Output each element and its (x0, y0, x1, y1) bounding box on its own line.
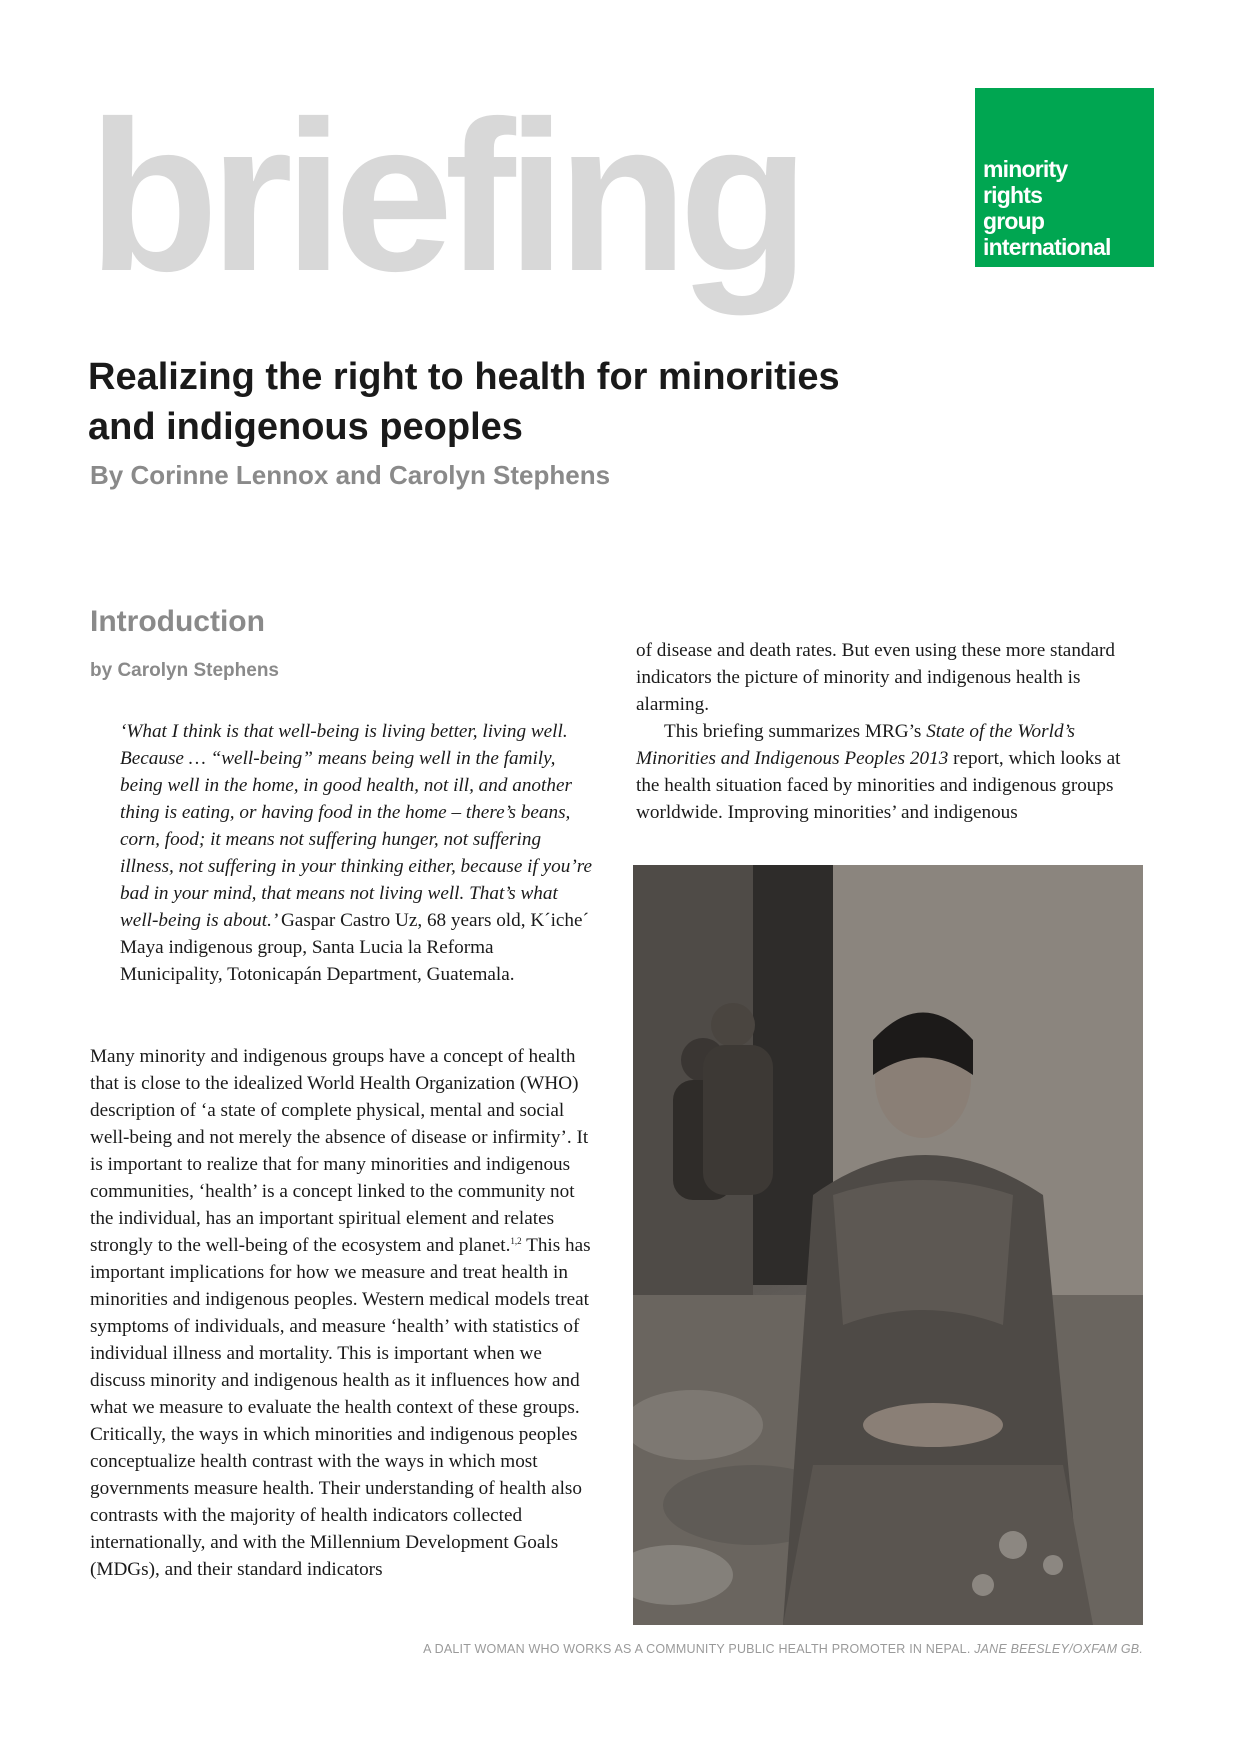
body-text: report, which looks at the health situation faced by minorities and indigenous groups worldwide. Improving minorities’ and indigenous (636, 748, 1121, 823)
report-title: State of the World’s Minorities and Indigenous Peoples 2013 (636, 721, 1075, 769)
body-column-right (636, 637, 1141, 826)
quote-attribution: Gaspar Castro Uz, 68 years old, K´iche´ Maya indigenous group, Santa Lucia la Reforma Municipality, Totonicapán Department, Guatemala. (120, 910, 589, 985)
section-heading: Introduction (90, 605, 265, 638)
mrg-logo (975, 88, 1154, 267)
quote-text: ‘What I think is that well-being is living better, living well. Because … “well-being” means being well in the family, being well in the home, in good health, not ill, and another thing is eating, or having food in the home – there’s beans, corn, food; it means not suffering hunger, not suffering illness, not suffering in your thinking either, because if you’re bad in your mind, that means not living well. That’s what well-being is about.’ (120, 721, 592, 931)
body-text: Many minority and indigenous groups have a concept of health that is close to the idealized World Health Organization (WHO) description of ‘a state of complete physical, mental and social well-being and not merely the absence of disease or infirmity’. It is important to realize that for many minorities and indigenous communities, ‘health’ is a concept linked to the community not the individual, has an important spiritual element and relates strongly to the well-being of the ecosystem and planet. (90, 1046, 589, 1256)
caption-text: A DALIT WOMAN WHO WORKS AS A COMMUNITY PUBLIC HEALTH PROMOTER IN NEPAL. (423, 1642, 975, 1656)
section-byline: by Carolyn Stephens (90, 660, 279, 681)
authors-byline: By Corinne Lennox and Carolyn Stephens (90, 460, 611, 490)
masthead: briefing (88, 77, 801, 316)
footnote-ref: 1,2 (510, 1236, 522, 1246)
body-text: This has important implications for how we measure and treat health in minorities and indigenous peoples. Western medical models treat symptoms of individuals, and measure ‘health’ with statistics of individual illness and mortality. This is important when we discuss minority and indigenous health as it influences how and what we measure to evaluate the health context of these groups. Critically, the ways in which minorities and indigenous peoples conceptualize health contrast with the ways in which most governments measure health. Their understanding of health also contrasts with the majority of health indicators collected internationally, and with the Millennium Development Goals (MDGs), and their standard indicators (90, 1235, 591, 1580)
title-line: Realizing the right to health for minorities (88, 356, 840, 398)
paragraph: of disease and death rates. But even using these more standard indicators the picture of minority and indigenous health is alarming. (636, 640, 1116, 715)
paragraph (636, 718, 1141, 826)
body-text: This briefing summarizes MRG’s (664, 721, 927, 742)
photo-illustration (633, 865, 1143, 1625)
title-line: and indigenous peoples (88, 406, 523, 448)
logo-line: rights (983, 182, 1043, 208)
photo-credit: JANE BEESLEY/OXFAM GB. (974, 1642, 1143, 1656)
logo-line: group (983, 208, 1045, 234)
logo-line: minority (983, 156, 1068, 182)
page-title (88, 352, 988, 452)
epigraph-quote (120, 718, 595, 988)
body-column-left (90, 1043, 602, 1583)
cover-photo (633, 865, 1143, 1625)
photo-caption (200, 1642, 1143, 1656)
logo-line: international (983, 234, 1111, 260)
